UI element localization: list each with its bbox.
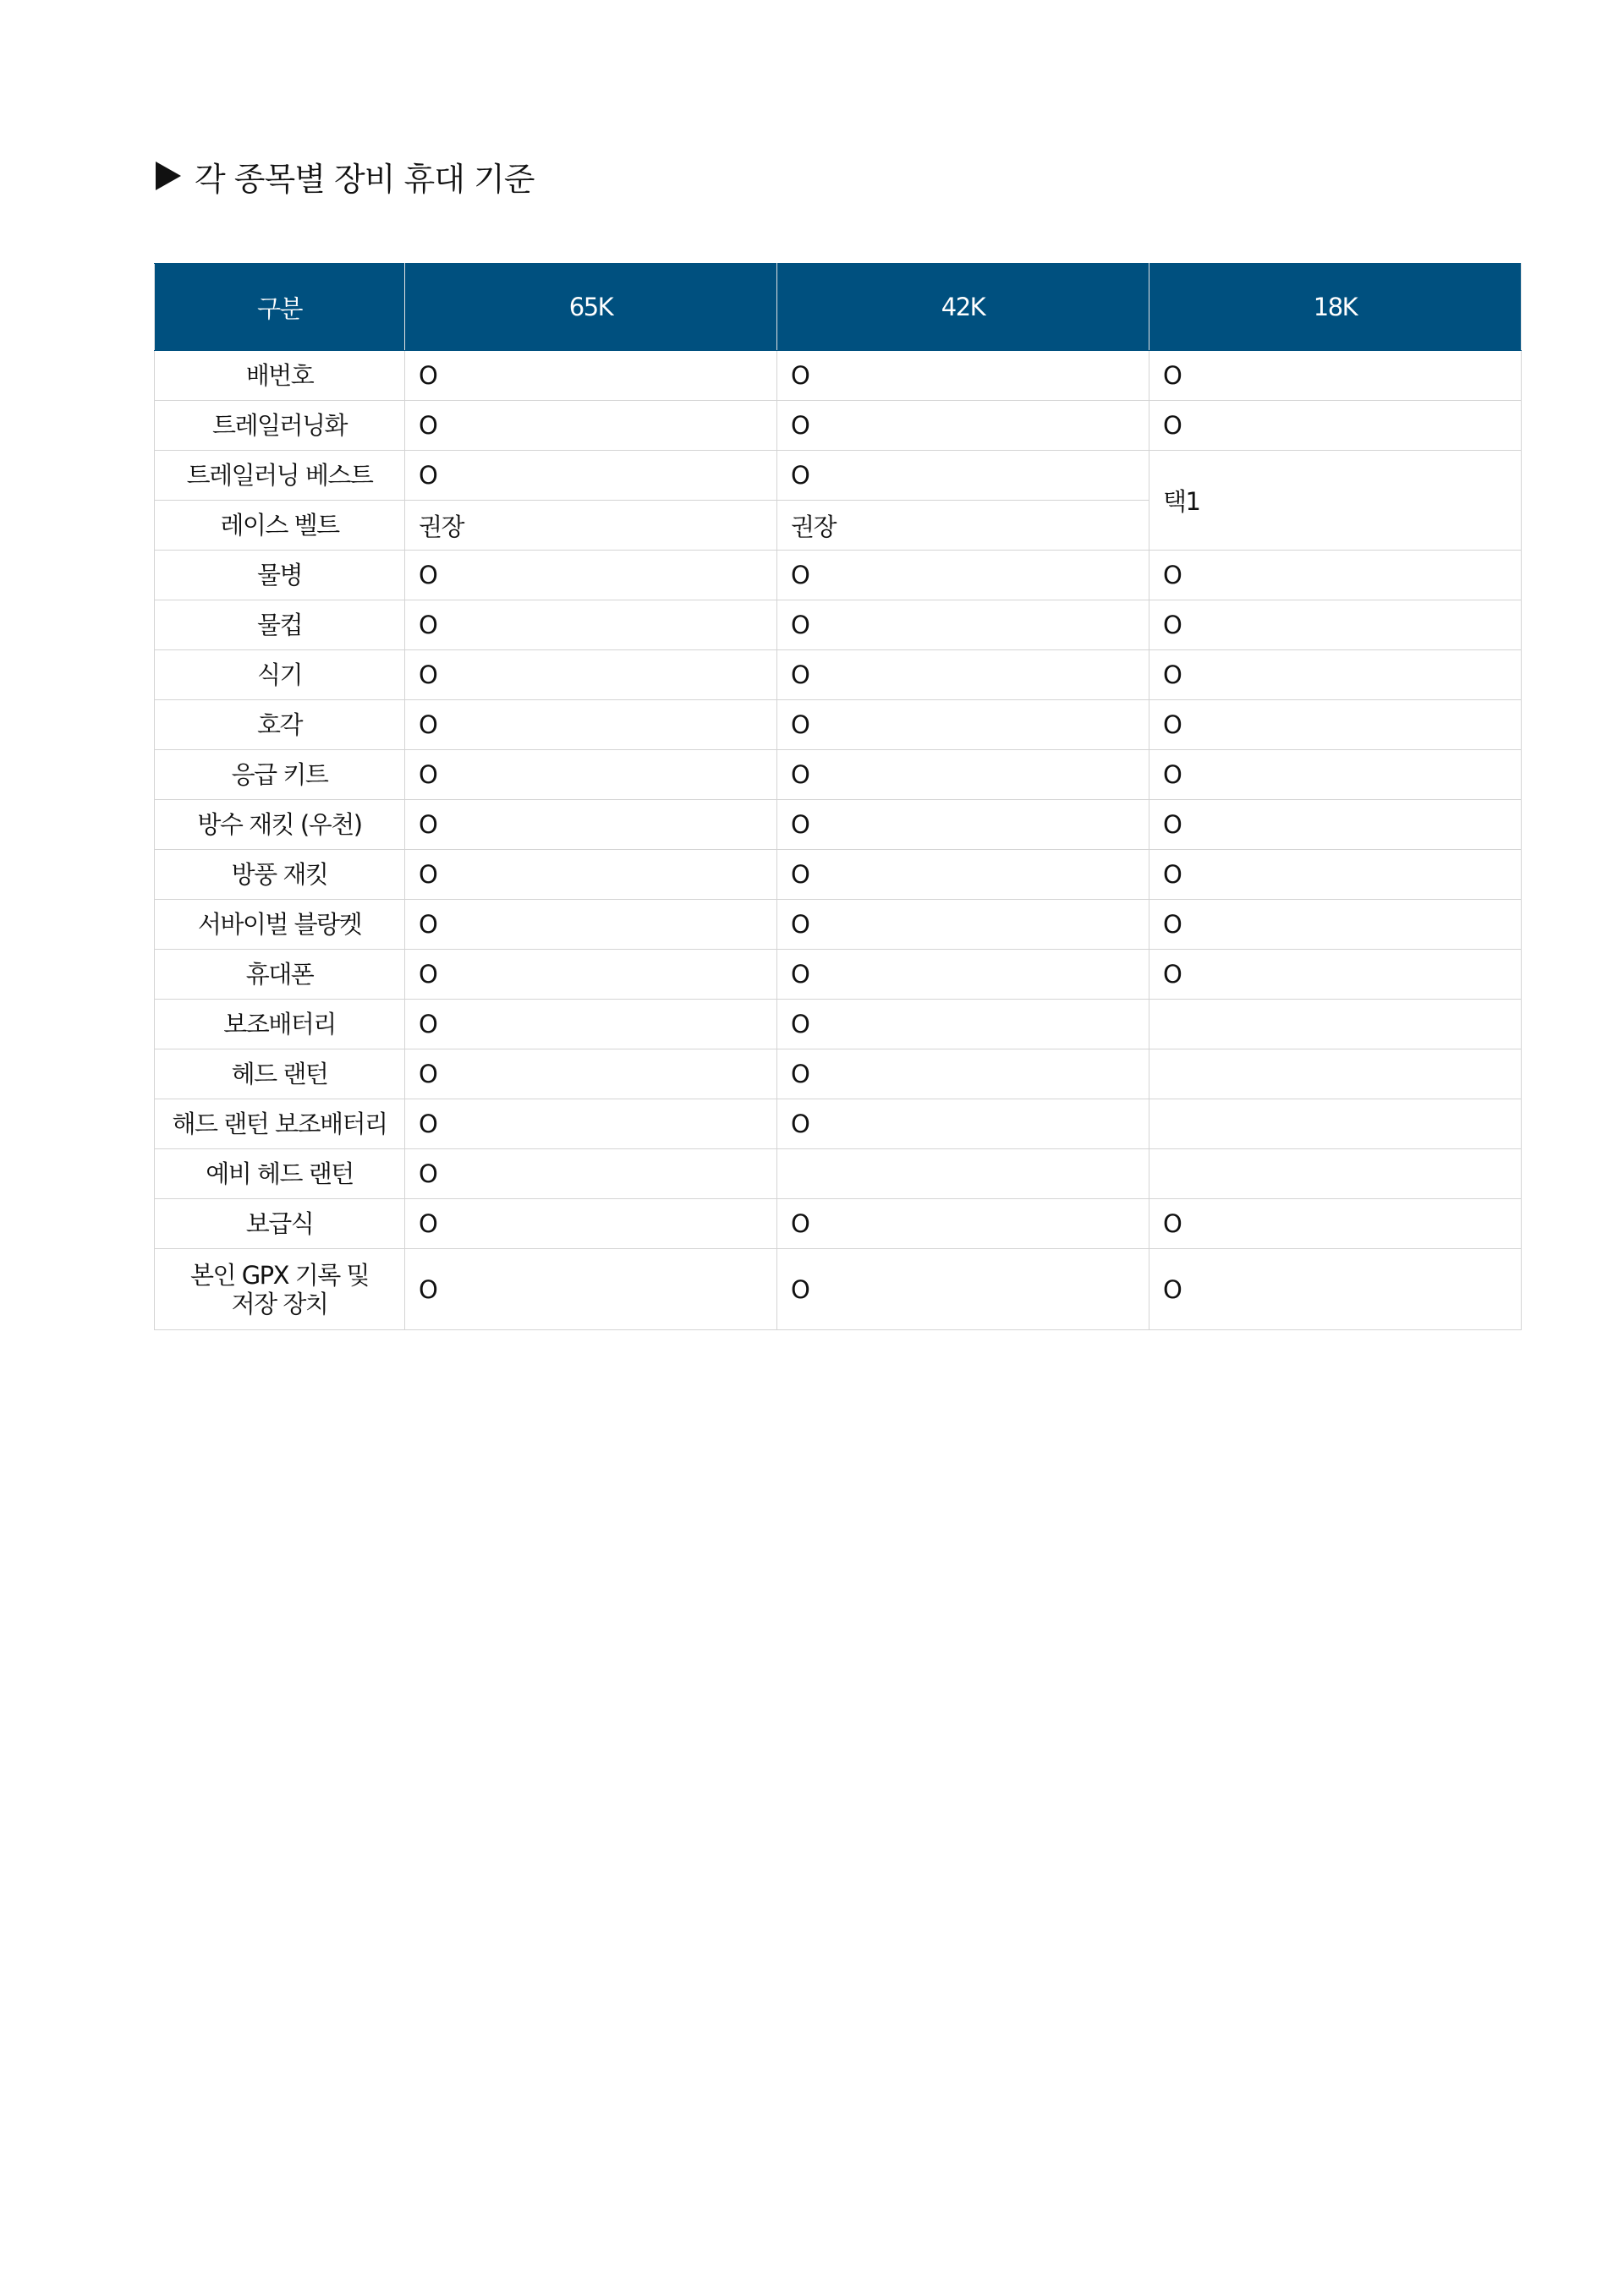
header-18k: 18K	[1149, 264, 1522, 351]
header-42k: 42K	[777, 264, 1149, 351]
cell-18k: O	[1149, 850, 1522, 900]
item-label: 배번호	[155, 351, 405, 401]
triangle-bullet-icon	[156, 162, 181, 190]
cell-42k: O	[777, 451, 1149, 501]
table-row	[155, 1199, 1522, 1249]
cell-65k: O	[405, 451, 777, 501]
cell-42k: O	[777, 1199, 1149, 1249]
cell-18k: O	[1149, 900, 1522, 950]
item-label: 물컵	[155, 600, 405, 650]
item-label: 응급 키트	[155, 750, 405, 800]
item-label: 트레일러닝화	[155, 401, 405, 451]
cell-18k: O	[1149, 600, 1522, 650]
table-header-row	[155, 264, 1522, 351]
table-row	[155, 451, 1522, 501]
cell-65k: O	[405, 800, 777, 850]
cell-42k: O	[777, 1049, 1149, 1099]
item-label: 예비 헤드 랜턴	[155, 1149, 405, 1199]
cell-42k: O	[777, 1249, 1149, 1330]
header-category: 구분	[155, 264, 405, 351]
item-label-line2: 저장 장치	[231, 1289, 328, 1318]
table-row	[155, 850, 1522, 900]
cell-65k: O	[405, 1049, 777, 1099]
cell-18k: O	[1149, 650, 1522, 700]
table-row	[155, 1049, 1522, 1099]
item-label: 레이스 벨트	[155, 501, 405, 551]
cell-18k	[1149, 1099, 1522, 1149]
cell-65k: O	[405, 1000, 777, 1049]
item-label: 보조배터리	[155, 1000, 405, 1049]
cell-42k: O	[777, 850, 1149, 900]
cell-42k: O	[777, 600, 1149, 650]
item-label: 해드 랜턴 보조배터리	[155, 1099, 405, 1149]
cell-65k: O	[405, 1149, 777, 1199]
item-label: 휴대폰	[155, 950, 405, 1000]
cell-65k: O	[405, 950, 777, 1000]
cell-65k: O	[405, 750, 777, 800]
cell-42k: O	[777, 551, 1149, 600]
table-row	[155, 1249, 1522, 1330]
cell-42k	[777, 1149, 1149, 1199]
cell-18k: O	[1149, 351, 1522, 401]
item-label: 방풍 재킷	[155, 850, 405, 900]
cell-18k: O	[1149, 700, 1522, 750]
item-label: 헤드 랜턴	[155, 1049, 405, 1099]
cell-65k: 권장	[405, 501, 777, 551]
cell-42k: O	[777, 900, 1149, 950]
cell-18k-merged: 택1	[1149, 451, 1522, 551]
table-row	[155, 700, 1522, 750]
section-title-text: 각 종목별 장비 휴대 기준	[195, 160, 535, 198]
item-label: 트레일러닝 베스트	[155, 451, 405, 501]
item-label: 보급식	[155, 1199, 405, 1249]
item-label: 방수 재킷 (우천)	[155, 800, 405, 850]
cell-18k: O	[1149, 800, 1522, 850]
cell-65k: O	[405, 1199, 777, 1249]
cell-42k: 권장	[777, 501, 1149, 551]
item-label: 호각	[155, 700, 405, 750]
cell-18k	[1149, 1000, 1522, 1049]
cell-65k: O	[405, 700, 777, 750]
cell-42k: O	[777, 700, 1149, 750]
cell-18k: O	[1149, 750, 1522, 800]
cell-65k: O	[405, 1099, 777, 1149]
cell-42k: O	[777, 800, 1149, 850]
equipment-table	[154, 263, 1522, 1330]
cell-65k: O	[405, 650, 777, 700]
cell-42k: O	[777, 950, 1149, 1000]
header-65k: 65K	[405, 264, 777, 351]
cell-18k: O	[1149, 401, 1522, 451]
table-row	[155, 351, 1522, 401]
section-title	[156, 152, 534, 200]
table-row	[155, 650, 1522, 700]
cell-42k: O	[777, 351, 1149, 401]
cell-65k: O	[405, 401, 777, 451]
cell-42k: O	[777, 650, 1149, 700]
cell-18k: O	[1149, 1249, 1522, 1330]
cell-42k: O	[777, 1099, 1149, 1149]
cell-65k: O	[405, 900, 777, 950]
item-label: 식기	[155, 650, 405, 700]
table-row	[155, 750, 1522, 800]
table-row	[155, 1149, 1522, 1199]
cell-18k: O	[1149, 950, 1522, 1000]
table-row	[155, 1000, 1522, 1049]
cell-18k: O	[1149, 1199, 1522, 1249]
table-row	[155, 900, 1522, 950]
cell-42k: O	[777, 1000, 1149, 1049]
cell-65k: O	[405, 351, 777, 401]
item-label-line1: 본인 GPX 기록 및	[189, 1260, 370, 1290]
table-row	[155, 401, 1522, 451]
cell-65k: O	[405, 1249, 777, 1330]
cell-65k: O	[405, 600, 777, 650]
cell-18k	[1149, 1149, 1522, 1199]
item-label: 물병	[155, 551, 405, 600]
cell-65k: O	[405, 850, 777, 900]
table-row	[155, 600, 1522, 650]
table-row	[155, 800, 1522, 850]
cell-42k: O	[777, 750, 1149, 800]
cell-42k: O	[777, 401, 1149, 451]
table-row	[155, 950, 1522, 1000]
item-label	[155, 1249, 405, 1330]
cell-65k: O	[405, 551, 777, 600]
cell-18k	[1149, 1049, 1522, 1099]
table-row	[155, 551, 1522, 600]
cell-18k: O	[1149, 551, 1522, 600]
item-label: 서바이벌 블랑켓	[155, 900, 405, 950]
table-row	[155, 1099, 1522, 1149]
